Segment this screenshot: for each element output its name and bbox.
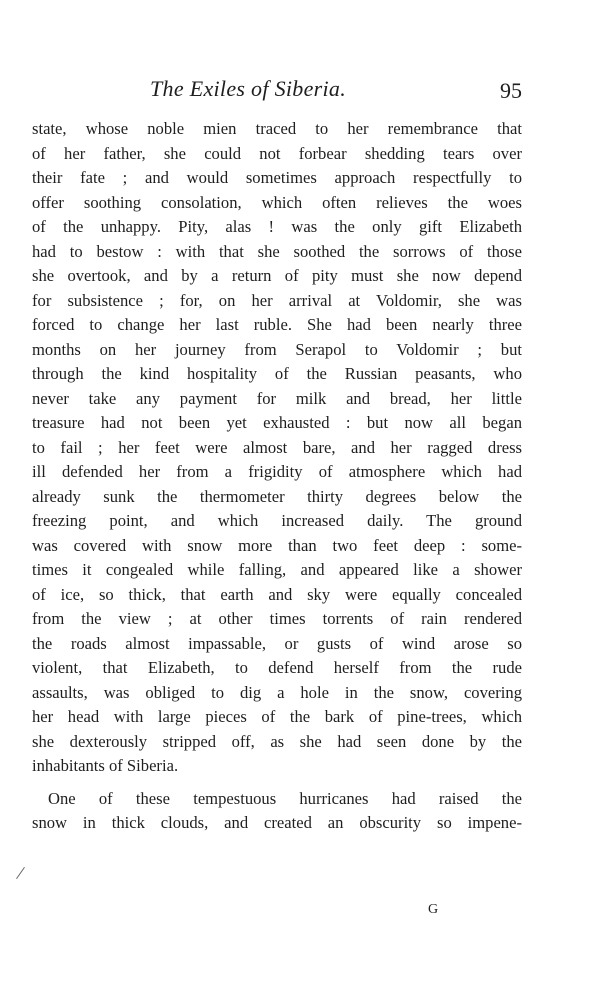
text-line: from the view ; at other times torrents of rain rendered [32,609,522,628]
text-line: their fate ; and would sometimes approach respectfully to [32,168,522,187]
text-line: she dexterously stripped off, as she had seen done by the [32,731,522,751]
text-line: state, whose noble mien traced to her remembrance that [32,119,522,138]
running-title: The Exiles of Siberia. [150,76,347,101]
text-line: One of these tempestuous hurricanes had raised the [48,788,522,808]
text-line: treasure had not been yet exhausted : but now all began [32,413,522,432]
text-line: already sunk the thermometer thirty degrees below the [32,486,522,506]
text-line: freezing point, and which increased daily. The ground [32,511,522,530]
text-line: inhabitants of Siberia. [32,756,179,775]
text-line: had to bestow : with that she soothed the sorrows of those [32,241,522,261]
text-line: times it congealed while falling, and appeared like a shower [32,560,522,579]
paragraph-gap [32,779,522,787]
text-line: for subsistence ; for, on her arrival at Voldomir, she was [32,290,522,310]
text-line: the roads almost impassable, or gusts of wind arose so [32,633,522,653]
text-line: violent, that Elizabeth, to defend herself from the rude [32,658,522,677]
text-line: through the kind hospitality of the Russian peasants, who [32,364,522,383]
text-line: was covered with snow more than two feet deep : some- [32,535,522,555]
text-line: offer soothing consolation, which often relieves the woes [32,192,522,212]
text-line: of her father, she could not forbear shedding tears over [32,143,522,163]
text-line: to fail ; her feet were almost bare, and her ragged dress [32,437,522,457]
text-line: her head with large pieces of the bark of pine-trees, which [32,707,522,726]
text-line: of ice, so thick, that earth and sky were equally concealed [32,584,522,604]
text-line: of the unhappy. Pity, alas ! was the only gift Elizabeth [32,217,522,236]
text-line: forced to change her last ruble. She had been nearly three [32,315,522,334]
signature-mark: G [428,902,439,917]
page-number: 95 [500,78,522,103]
text-line: months on her journey from Serapol to Voldomir ; but [32,339,522,359]
text-line: ill defended her from a frigidity of atmosphere which had [32,462,522,481]
text-line: she overtook, and by a return of pity must she now depend [32,266,522,285]
page-header [32,76,522,106]
page-body [32,117,522,836]
ink-mark [16,867,25,879]
text-line: assaults, was obliged to dig a hole in the snow, covering [32,682,522,702]
text-line: snow in thick clouds, and created an obscurity so impene- [32,813,522,832]
text-line: never take any payment for milk and bread, her little [32,388,522,408]
